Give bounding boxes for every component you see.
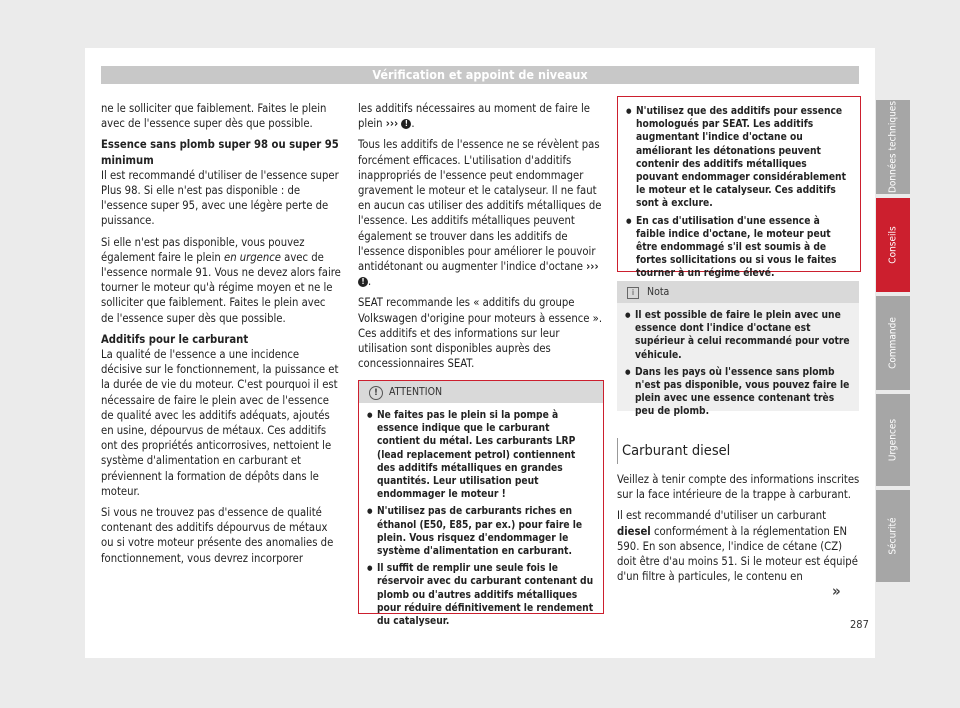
- attention-box: [358, 380, 604, 628]
- note-body: [617, 303, 859, 419]
- paragraph: Tous les additifs de l'essence ne se révèlent pas forcément efficaces. L'utilisation d'additifs inappropriés de l'essence peut endommager gravement le moteur et le catalyseur. Il ne faut en aucun cas utiliser des additifs métalliques de l'essence. Les additifs métalliques peuvent également se trouver dans les additifs de l'essence disponibles pour améliorer le pouvoir antidétonant ou augmenter l'indice d'octane ››› ! .: [358, 138, 602, 289]
- tab-commande[interactable]: Commande: [876, 296, 910, 390]
- tab-conseils[interactable]: Conseils: [876, 198, 910, 292]
- column-2: [358, 101, 602, 377]
- attention-header: [359, 381, 603, 403]
- attention-body: [359, 403, 603, 628]
- tab-urgences[interactable]: Urgences: [876, 394, 910, 486]
- note-box: [617, 281, 859, 418]
- note-label: Nota: [647, 286, 670, 298]
- note-header: [617, 281, 859, 303]
- column-1: [101, 101, 341, 572]
- paragraph: les additifs nécessaires au moment de faire le plein ››› ! .: [358, 102, 590, 131]
- warning-ref-icon: !: [358, 277, 368, 287]
- warning-body: [618, 97, 860, 281]
- subheading-essence-super: Essence sans plomb super 98 ou super 95 minimum: [101, 138, 339, 167]
- list-item: ● Il est possible de faire le plein avec une essence dont l'indice d'octane est supérieur à celui recommandé pour votre véhicule.: [625, 309, 851, 362]
- continue-arrow-icon: »: [832, 582, 841, 600]
- section-title-diesel: Carburant diesel: [617, 438, 864, 464]
- info-icon: i: [627, 287, 639, 299]
- list-item: ● Ne faites pas le plein si la pompe à essence indique que le carburant contient du métal. Les carburants LRP (lead replacement petrol) contiennent des additifs métalliques en grandes quantités. Leur utilisation peut endommager le moteur !: [367, 409, 595, 501]
- list-item: ● Il suffit de remplir une seule fois le réservoir avec du carburant contenant du plomb ou d'autres additifs métalliques pour réduire définitivement le rendement du catalyseur.: [367, 562, 595, 628]
- tab-donnees-techniques[interactable]: Données techniques: [876, 100, 910, 194]
- paragraph: Si elle n'est pas disponible, vous pouvez également faire le plein en urgence avec de l'essence normale 91. Vous ne devez alors faire tourner le moteur qu'à régime moyen et ne le solliciter que faiblement. Faites le plein avec de l'essence super dès que possible.: [101, 235, 341, 325]
- tab-securite[interactable]: Sécurité: [876, 490, 910, 582]
- warning-box-continued: [617, 96, 861, 280]
- paragraph: Si vous ne trouvez pas d'essence de qualité contenant des additifs dépourvus de métaux ou si votre moteur présente des anomalies de fonctionnement, vous devrez incorporer: [101, 506, 334, 565]
- paragraph: SEAT recommande les « additifs du groupe Volkswagen d'origine pour moteurs à essence ». Ces additifs et des informations sur leur utilisation sont disponibles auprès des concessionnaires SEAT.: [358, 296, 603, 371]
- cross-reference-arrow[interactable]: ›››: [586, 260, 599, 274]
- paragraph: La qualité de l'essence a une incidence décisive sur le fonctionnement, la puissance et la durée de vie du moteur. C'est pourquoi il est nécessaire de faire le plein avec de l'essence de qualité avec les additifs adéquats, ajoutés en usine, dépourvus de métaux. Ces additifs ont des propriétés anticorrosives, nettoient le système d'alimentation en carburant et préviennent la formation de dépôts dans le moteur.: [101, 348, 339, 498]
- list-item: ● Dans les pays où l'essence sans plomb n'est pas disponible, vous pouvez faire le plein avec une essence contenant très peu de plomb.: [625, 366, 851, 419]
- page-number: 287: [850, 618, 869, 631]
- list-item: ● N'utilisez que des additifs pour essence homologués par SEAT. Les additifs augmentant l'indice d'octane ou améliorant les détonations peuvent contenir des additifs métalliques pouvant endommager considérablement le moteur et le catalyseur. Ces additifs sont à exclure.: [626, 105, 852, 211]
- list-item: ● N'utilisez pas de carburants riches en éthanol (E50, E85, par ex.) pour faire le plein. Vous risquez d'endommager le système d'alimentation en carburant.: [367, 505, 595, 558]
- column-3-text: [617, 472, 860, 590]
- attention-label: ATTENTION: [389, 386, 443, 398]
- paragraph: Il est recommandé d'utiliser de l'essence super Plus 98. Si elle n'est pas disponible : de l'essence super 95, avec une légère perte de puissance.: [101, 168, 339, 228]
- list-item: ● En cas d'utilisation d'une essence à faible indice d'octane, le moteur peut être endommagé s'il est soumis à de fortes sollicitations ou si vous le faites tourner à un régime élevé.: [626, 215, 852, 281]
- subheading-additifs: Additifs pour le carburant: [101, 332, 249, 346]
- warning-icon: !: [369, 386, 383, 400]
- paragraph: ne le solliciter que faiblement. Faites le plein avec de l'essence super dès que possible.: [101, 102, 327, 131]
- warning-ref-icon: !: [401, 119, 411, 129]
- cross-reference-arrow[interactable]: ›››: [385, 117, 399, 131]
- paragraph: Il est recommandé d'utiliser un carburant diesel conformément à la réglementation EN 590. En son absence, l'indice de cétane (CZ) doit être d'au moins 51. Si le moteur est équipé d'un filtre à particules, le contenu en: [617, 509, 858, 584]
- page-header: Vérification et appoint de niveaux: [101, 66, 859, 84]
- paragraph: Veillez à tenir compte des informations inscrites sur la face intérieure de la trappe à carburant.: [617, 473, 860, 502]
